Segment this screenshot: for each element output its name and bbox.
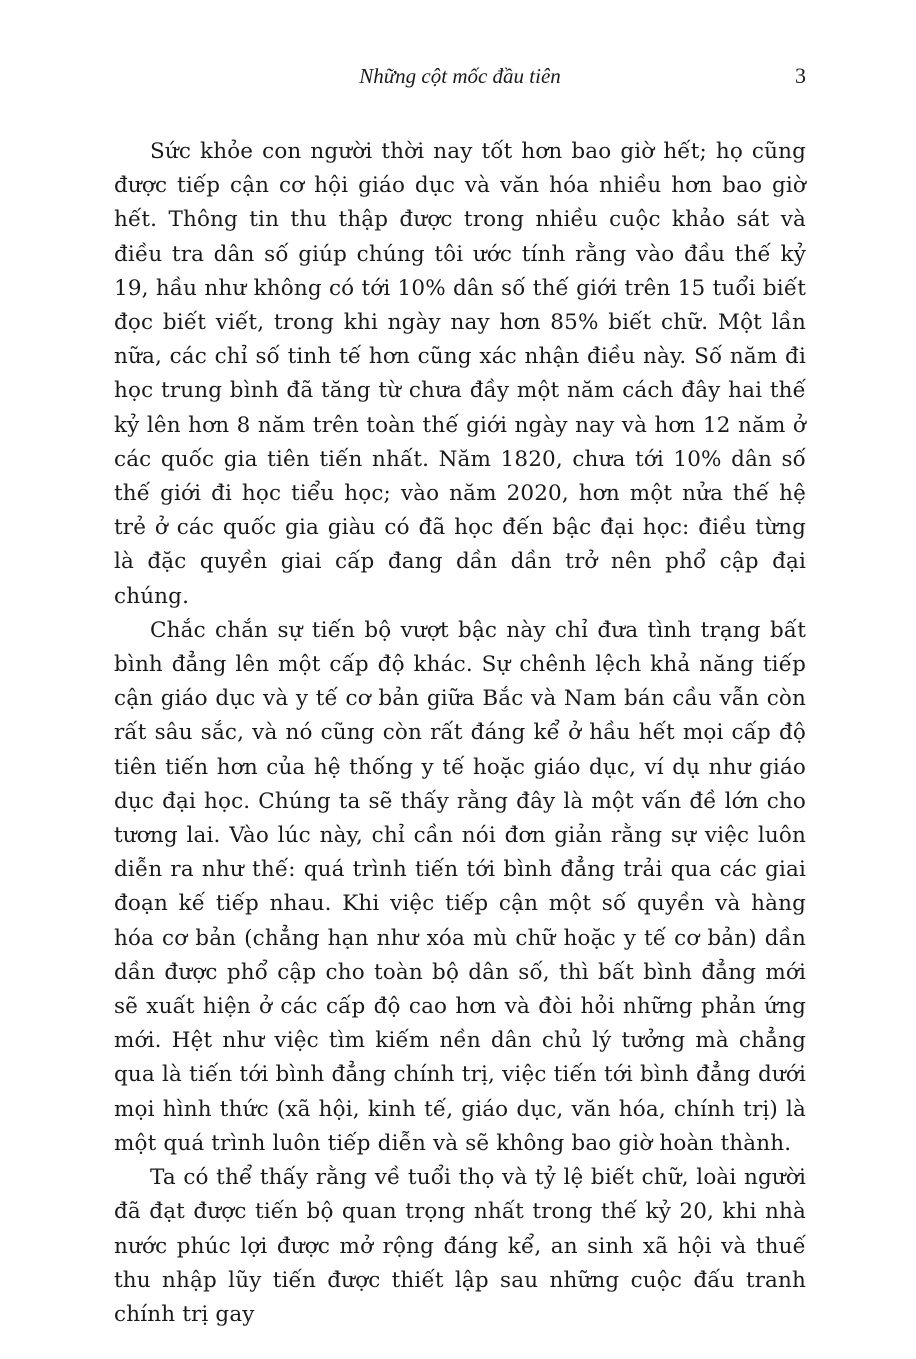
- running-head: [114, 64, 806, 94]
- body-text: [114, 135, 806, 1332]
- paragraph-2: Chắc chắn sự tiến bộ vượt bậc này chỉ đưa tình trạng bất bình đẳng lên một cấp độ khác. Sự chênh lệch khả năng tiếp cận giáo dục và y tế cơ bản giữa Bắc và Nam bán cầu vẫn còn rất sâu sắc, và nó cũng còn rất đáng kể ở hầu hết mọi cấp độ tiên tiến hơn của hệ thống y tế hoặc giáo dục, ví dụ như giáo dục đại học. Chúng ta sẽ thấy rằng đây là một vấn đề lớn cho tương lai. Vào lúc này, chỉ cần nói đơn giản rằng sự việc luôn diễn ra như thế: quá trình tiến tới bình đẳng trải qua các giai đoạn kế tiếp nhau. Khi việc tiếp cận một số quyền và hàng hóa cơ bản (chẳng hạn như xóa mù chữ hoặc y tế cơ bản) dần dần được phổ cập cho toàn bộ dân số, thì bất bình đẳng mới sẽ xuất hiện ở các cấp độ cao hơn và đòi hỏi những phản ứng mới. Hệt như việc tìm kiếm nền dân chủ lý tưởng mà chẳng qua là tiến tới bình đẳng chính trị, việc tiến tới bình đẳng dưới mọi hình thức (xã hội, kinh tế, giáo dục, văn hóa, chính trị) là một quá trình luôn tiếp diễn và sẽ không bao giờ hoàn thành.: [114, 617, 806, 1156]
- paragraph-1: Sức khỏe con người thời nay tốt hơn bao giờ hết; họ cũng được tiếp cận cơ hội giáo dục và văn hóa nhiều hơn bao giờ hết. Thông tin thu thập được trong nhiều cuộc khảo sát và điều tra dân số giúp chúng tôi ước tính rằng vào đầu thế kỷ 19, hầu như không có tới 10% dân số thế giới trên 15 tuổi biết đọc biết viết, trong khi ngày nay hơn 85% biết chữ. Một lần nữa, các chỉ số tinh tế hơn cũng xác nhận điều này. Số năm đi học trung bình đã tăng từ chưa đầy một năm cách đây hai thế kỷ lên hơn 8 năm trên toàn thế giới ngày nay và hơn 12 năm ở các quốc gia tiên tiến nhất. Năm 1820, chưa tới 10% dân số thế giới đi học tiểu học; vào năm 2020, hơn một nửa thế hệ trẻ ở các quốc gia giàu có đã học đến bậc đại học: điều từng là đặc quyền giai cấp đang dần dần trở nên phổ cập đại chúng.: [114, 139, 806, 609]
- paragraph-3: Ta có thể thấy rằng về tuổi thọ và tỷ lệ biết chữ, loài người đã đạt được tiến bộ quan trọng nhất trong thế kỷ 20, khi nhà nước phúc lợi được mở rộng đáng kể, an sinh xã hội và thuế thu nhập lũy tiến được thiết lập sau những cuộc đấu tranh chính trị gay: [114, 1165, 806, 1327]
- running-title: Những cột mốc đầu tiên: [359, 64, 561, 88]
- page-number: 3: [795, 63, 806, 88]
